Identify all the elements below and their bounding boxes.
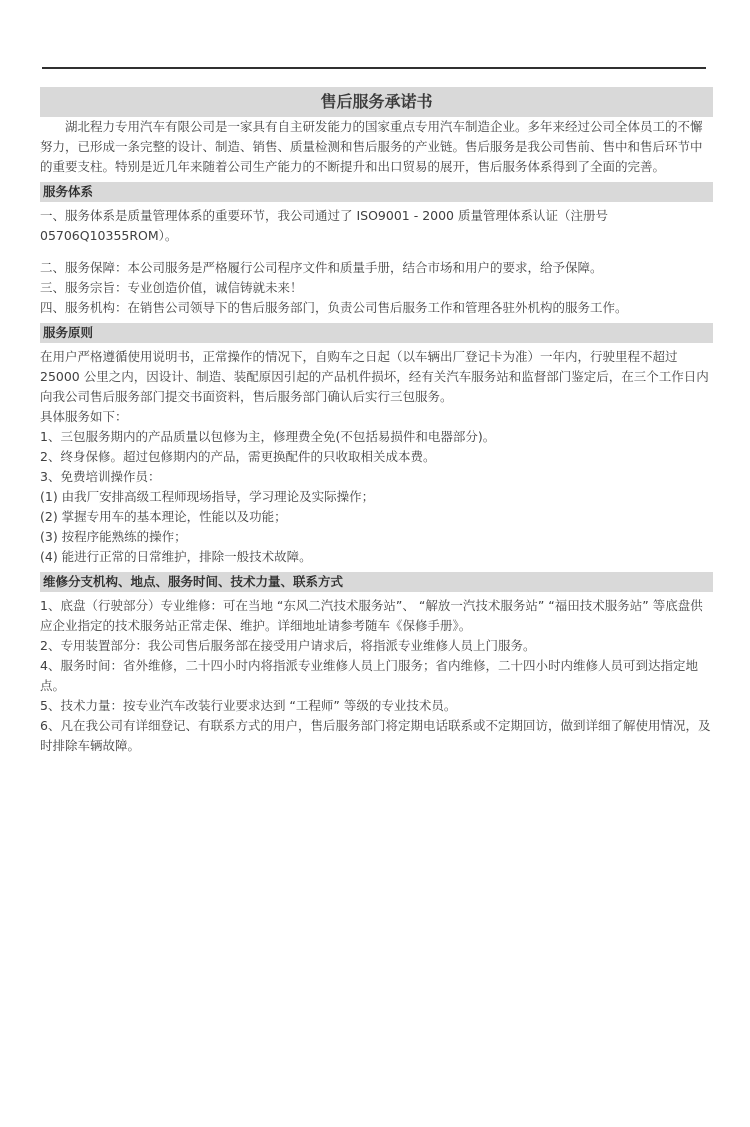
paragraph-training-sub-1: (1) 由我厂安排高级工程师现场指导，学习理论及实际操作； [40, 489, 375, 504]
paragraph-principles-intro: 在用户严格遵循使用说明书，正常操作的情况下，自购车之日起（以车辆出厂登记卡为准）一年内，行驶里程不超过 25000 公里之内，因设计、制造、装配原因引起的产品机件损坏，经有关汽车服务站和监督部门鉴定后，在三个工作日内向我公司售后服务部门提交书面资料，售后服务部门确认后实行三包服务。 [40, 349, 709, 404]
paragraph-principles-item-3: 3、免费培训操作员： [40, 469, 161, 484]
paragraph-principles-list-intro: 具体服务如下： [40, 409, 128, 424]
paragraph-training-sub-2: (2) 掌握专用车的基本理论，性能以及功能； [40, 509, 287, 524]
page-title: 售后服务承诺书 [320, 92, 433, 111]
document-title-bar [40, 87, 713, 117]
paragraph-training-sub-4: (4) 能进行正常的日常维护，排除一般技术故障。 [40, 549, 312, 564]
section-heading-service-system: 服务体系 [40, 182, 713, 202]
paragraph-service-system-3: 三、服务宗旨：专业创造价值，诚信铸就未来！ [40, 280, 303, 295]
paragraph-training-sub-3: (3) 按程序能熟练的操作； [40, 529, 187, 544]
paragraph-principles-item-1: 1、三包服务期内的产品质量以包修为主，修理费全免(不包括易损件和电器部分)。 [40, 429, 496, 444]
paragraph-service-system-4: 四、服务机构：在销售公司领导下的售后服务部门，负责公司售后服务工作和管理各驻外机构的服务工作。 [40, 300, 628, 315]
blank-line [40, 246, 713, 258]
paragraph-repair-item-4: 4、服务时间：省外维修，二十四小时内将指派专业维修人员上门服务；省内维修，二十四小时内维修人员可到达指定地点。 [40, 658, 698, 693]
paragraph-principles-item-2: 2、终身保修。超过包修期内的产品，需更换配件的只收取相关成本费。 [40, 449, 436, 464]
paragraph-service-system-2: 二、服务保障：本公司服务是严格履行公司程序文件和质量手册，结合市场和用户的要求，给予保障。 [40, 260, 603, 275]
top-divider [42, 67, 706, 69]
paragraph-repair-item-1: 1、底盘（行驶部分）专业维修：可在当地 “东风二汽技术服务站”、 “解放一汽技术服务站” “福田技术服务站” 等底盘供应企业指定的技术服务站正常走保、维护。详细地址请参考随车《保修手册》。 [40, 598, 703, 633]
document-content [40, 67, 713, 756]
section-heading-repair-branches: 维修分支机构、地点、服务时间、技术力量、联系方式 [40, 572, 713, 592]
paragraph-repair-item-6: 6、凡在我公司有详细登记、有联系方式的用户，售后服务部门将定期电话联系或不定期回访，做到详细了解使用情况，及时排除车辆故障。 [40, 718, 711, 753]
paragraph-repair-item-2: 2、专用装置部分：我公司售后服务部在接受用户请求后，将指派专业维修人员上门服务。 [40, 638, 536, 653]
document-page [0, 67, 750, 1127]
paragraph-service-system-1: 一、服务体系是质量管理体系的重要环节，我公司通过了 ISO9001 - 2000 质量管理体系认证（注册号 05706Q10355ROM）。 [40, 208, 608, 243]
paragraph-repair-item-5: 5、技术力量：按专业汽车改装行业要求达到 “工程师” 等级的专业技术员。 [40, 698, 457, 713]
intro-paragraph: 湖北程力专用汽车有限公司是一家具有自主研发能力的国家重点专用汽车制造企业。多年来经过公司全体员工的不懈努力，已形成一条完整的设计、制造、销售、质量检测和售后服务的产业链。售后服务是我公司售前、售中和售后环节中的重要支柱。特别是近几年来随着公司生产能力的不断提升和出口贸易的展开，售后服务体系得到了全面的完善。 [40, 119, 703, 174]
section-heading-service-principles: 服务原则 [40, 323, 713, 343]
